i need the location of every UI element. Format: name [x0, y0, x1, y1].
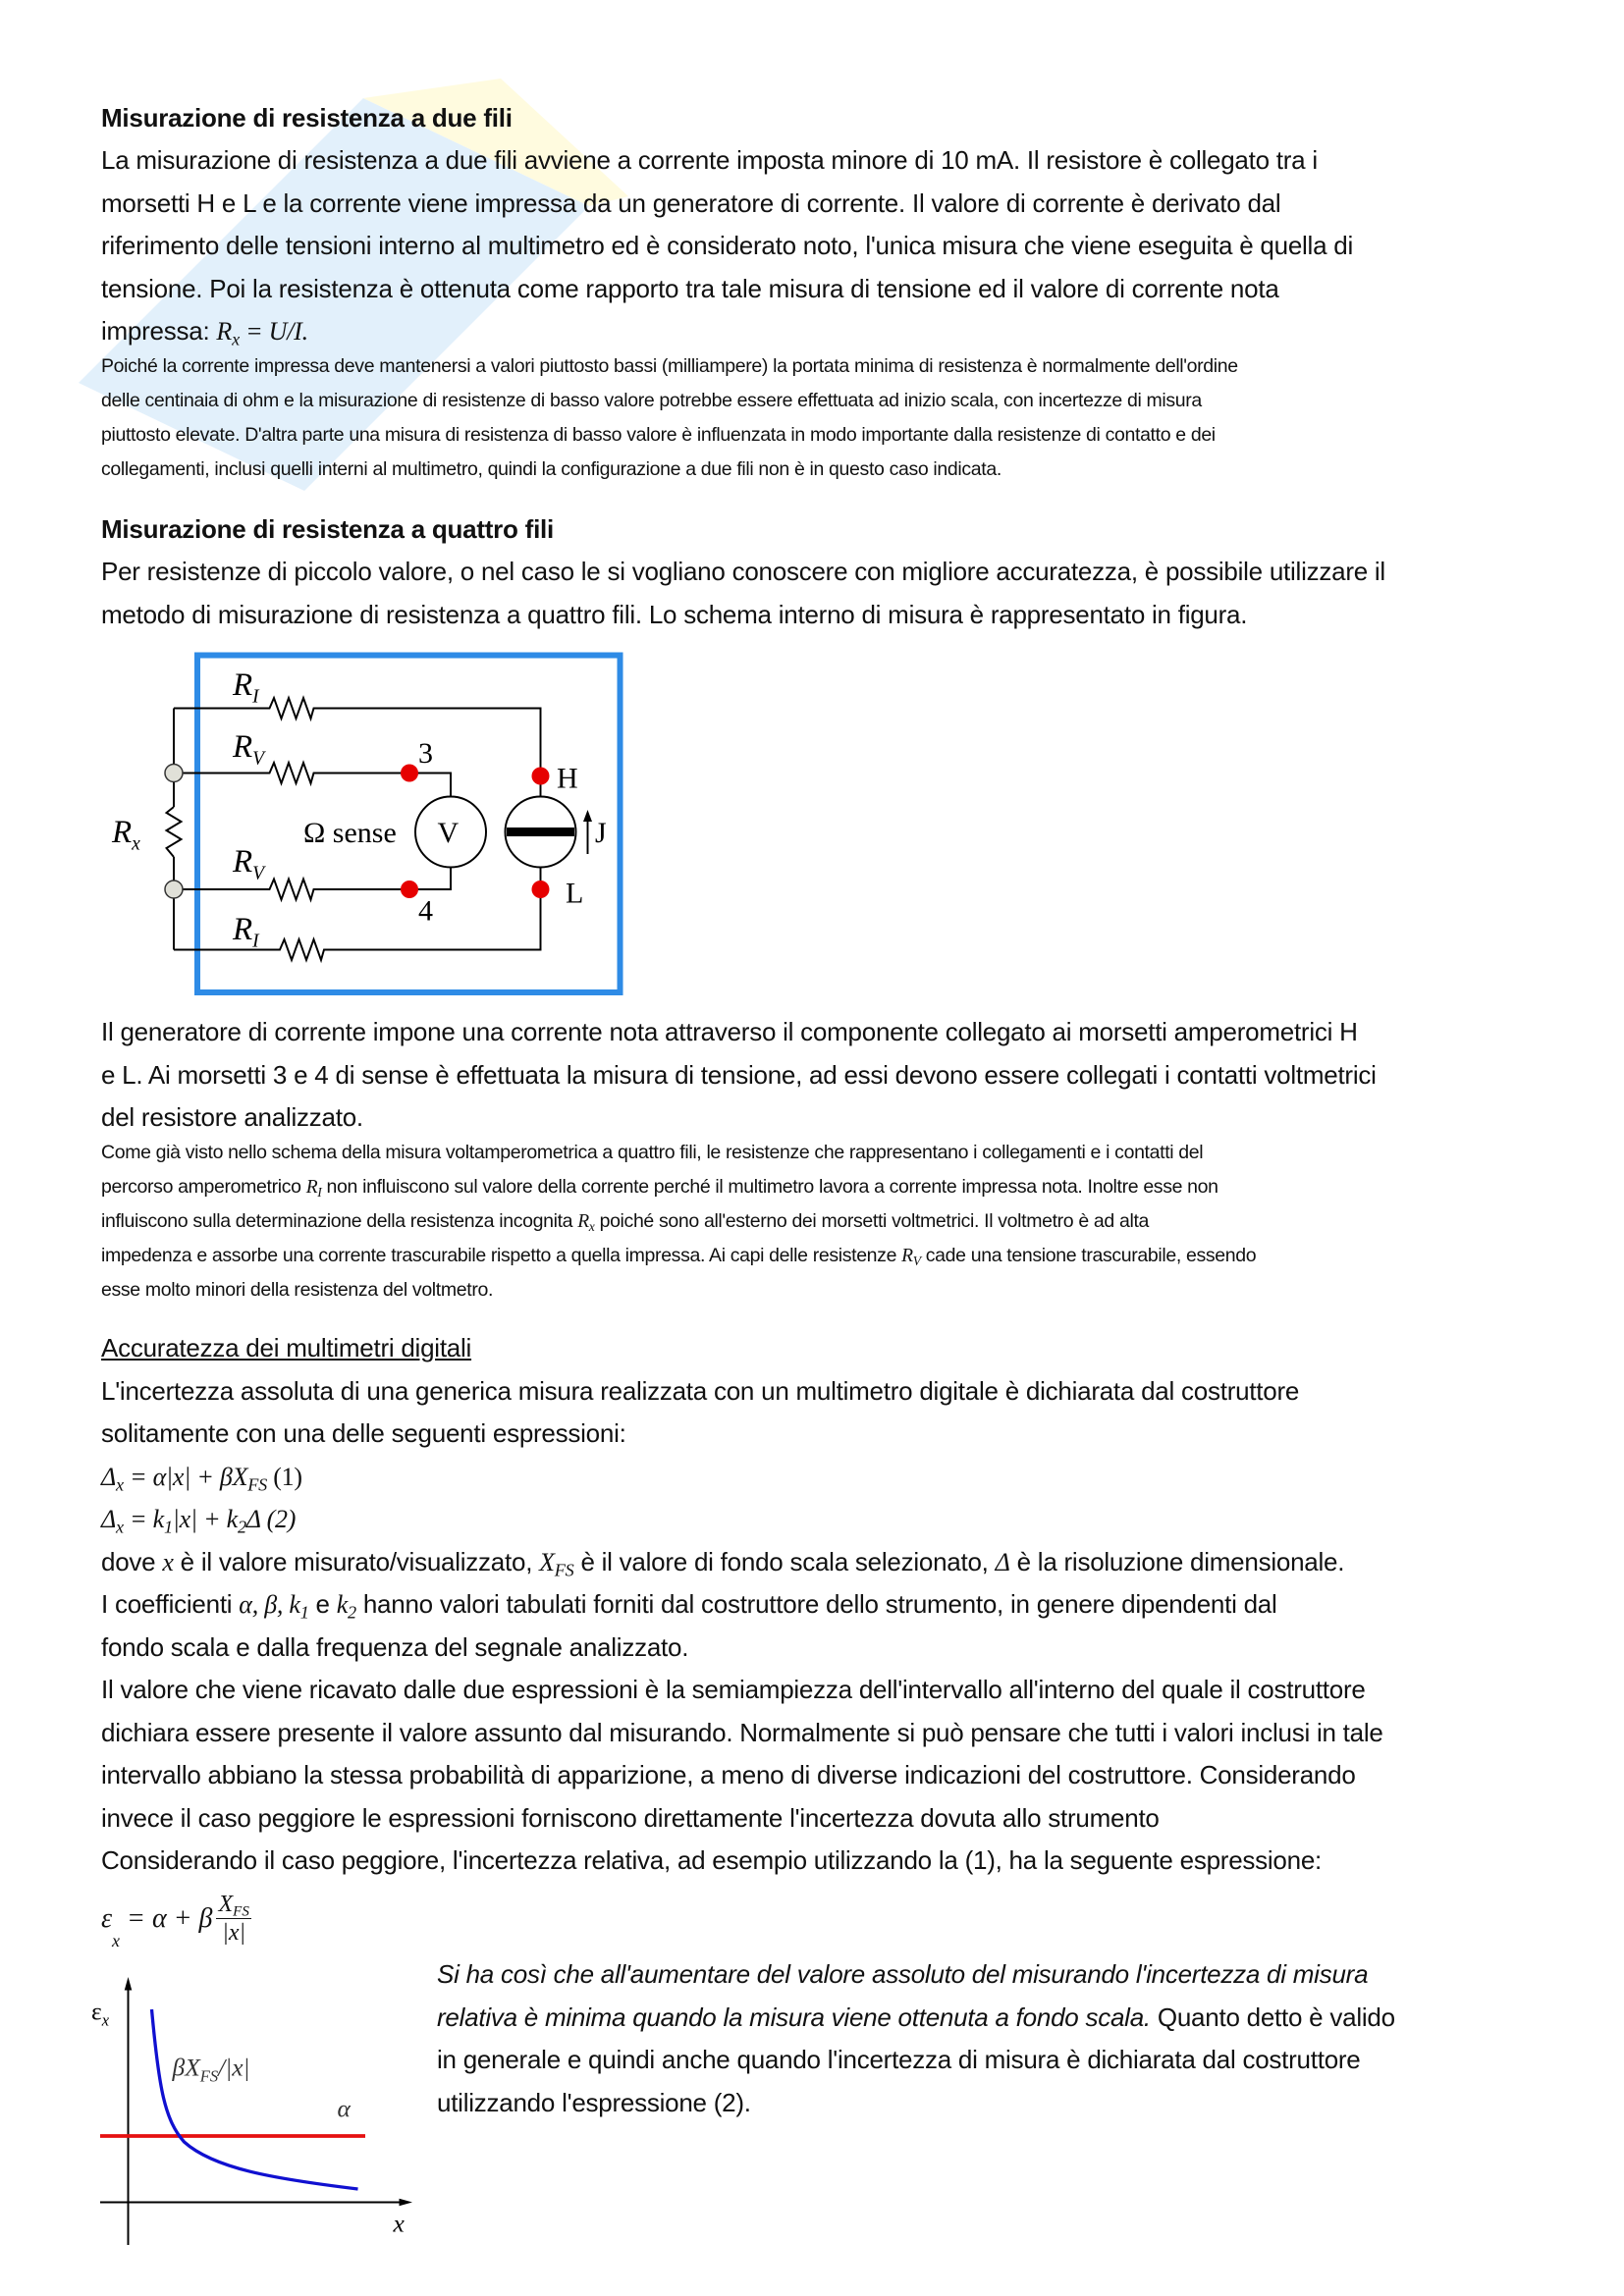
note-line: [101, 1239, 1554, 1273]
paragraph-line: Considerando il caso peggiore, l'incertezza relativa, ad esempio utilizzando la (1), ha la seguente espressione:: [101, 1845, 1323, 1875]
label-terminal-3: 3: [418, 737, 433, 770]
math: = U/I.: [239, 317, 308, 346]
note-line: [101, 1170, 1554, 1204]
math: R: [577, 1210, 589, 1232]
curve-label: $\beta X_{FS}/|x|$: [172, 2053, 250, 2086]
paragraph-line: e L. Ai morsetti 3 e 4 di sense è effettuata la misura di tensione, ad essi devono essere collegati i contatti voltmetrici: [101, 1059, 1377, 1090]
math: k: [336, 1590, 348, 1619]
section-accuracy: [101, 1327, 1554, 1883]
terminal-l-dot: [532, 881, 550, 898]
paragraph-line: dichiara essere presente il valore assunto dal misurando. Normalmente si può pensare che tutti i valori inclusi in tale: [101, 1717, 1383, 1747]
label-terminal-h: H: [557, 762, 578, 795]
label-rx: $R_x$: [112, 815, 140, 855]
graph-explanation: [437, 1953, 1566, 2124]
paragraph-line: [101, 1583, 1554, 1627]
math: |x| + k: [172, 1505, 238, 1533]
text: hanno valori tabulati forniti dal costruttore dello strumento, in genere dipendenti dal: [355, 1589, 1277, 1619]
math: = k: [123, 1505, 164, 1533]
paragraph-line: [101, 1541, 1554, 1584]
text: non influiscono sul valore della corrente perché il multimetro lavora a corrente impressa nota. Inoltre esse non: [321, 1175, 1218, 1198]
section-four-wire: [101, 508, 1554, 636]
note-line: esse molto minori della resistenza del voltmetro.: [101, 1278, 494, 1301]
label-terminal-4: 4: [418, 894, 433, 928]
label-rv-top: $R_V$: [233, 729, 265, 770]
math: X: [539, 1547, 555, 1576]
equation-2: [101, 1498, 1554, 1541]
x-axis-arrow-icon: [400, 2199, 413, 2207]
text: cade una tensione trascurabile, essendo: [920, 1244, 1257, 1266]
math-sub: 2: [237, 1517, 246, 1537]
text: percorso amperometrico: [101, 1175, 306, 1198]
terminal-3-dot: [401, 765, 418, 782]
text: impressa:: [101, 316, 217, 346]
paragraph-line: intervallo abbiano la stessa probabilità di apparizione, a meno di diverse indicazioni del costruttore. Considerando: [101, 1760, 1356, 1789]
text: dove: [101, 1546, 163, 1576]
math-rx: [577, 1211, 594, 1232]
math: Δ: [101, 1505, 117, 1533]
beta-curve: [152, 2009, 358, 2189]
math: Δ: [101, 1462, 117, 1491]
text: relativa è minima quando la misura viene ottenuta a fondo scala.: [437, 2002, 1151, 2032]
text: è il valore di fondo scala selezionato,: [573, 1546, 996, 1576]
paragraph-line: L'incertezza assoluta di una generica misura realizzata con un multimetro digitale è dichiarata dal costruttore: [101, 1375, 1300, 1406]
paragraph-line: Il valore che viene ricavato dalle due espressioni è la semiampiezza dell'intervallo all'interno del quale il costruttore: [101, 1675, 1366, 1704]
label-current-j: J: [595, 817, 607, 849]
math-sub: x: [232, 329, 240, 349]
label-voltmeter: V: [437, 817, 460, 849]
math: Δ (2): [245, 1505, 297, 1533]
math-sub: V: [912, 1253, 921, 1268]
paragraph-line: invece il caso peggiore le espressioni forniscono direttamente l'incertezza dovuta allo strumento: [101, 1802, 1160, 1833]
paragraph-line: Il generatore di corrente impone una corrente nota attraverso il componente collegato ai morsetti amperometrici H: [101, 1017, 1358, 1046]
label-terminal-l: L: [566, 877, 584, 910]
text: poiché sono all'esterno dei morsetti voltmetrici. Il voltmetro è ad alta: [594, 1209, 1150, 1232]
math: R: [305, 1176, 318, 1198]
paragraph-line: La misurazione di resistenza a due fili avviene a corrente imposta minore di 10 mA. Il resistore è collegato tra i: [101, 145, 1318, 175]
terminal-4-dot: [401, 881, 418, 898]
math-sub: x: [116, 1473, 124, 1494]
text: influiscono sulla determinazione della resistenza incognita: [101, 1209, 578, 1232]
label-rv-bottom: $R_V$: [233, 844, 265, 884]
paragraph-line: solitamente con una delle seguenti espressioni:: [101, 1418, 626, 1448]
math-sub: FS: [233, 1903, 249, 1920]
x-axis-label: x: [393, 2209, 405, 2238]
denominator: |x|: [222, 1920, 246, 1946]
numerator: [216, 1891, 250, 1919]
math-sub: 1: [163, 1517, 173, 1537]
ri-bottom-resistor: [174, 895, 541, 960]
note-line: delle centinaia di ohm e la misurazione di resistenze di basso valore potrebbe essere effettuata ad inizio scala, con incertezze di misura: [101, 389, 1202, 411]
y-axis-label: $\varepsilon_x$: [91, 1997, 110, 2030]
math: α, β, k: [239, 1590, 300, 1619]
note-line: collegamenti, inclusi quelli interni al multimetro, quindi la configurazione a due fili non è in questo caso indicata.: [101, 457, 1001, 480]
fraction: [216, 1891, 250, 1947]
label-sense: Ω sense: [303, 817, 397, 849]
section-four-wire-explanation: [101, 1011, 1554, 1308]
current-arrow-icon: [583, 810, 592, 822]
paragraph-line: [437, 1997, 1566, 2040]
text: è la risoluzione dimensionale.: [1009, 1546, 1345, 1576]
text: e: [308, 1589, 337, 1619]
text: impedenza e assorbe una corrente trascurabile rispetto a quella impressa. Ai capi delle resistenze: [101, 1244, 902, 1266]
formula-rx: [216, 317, 308, 349]
paragraph-line: riferimento delle tensioni interno al multimetro ed è considerato noto, l'unica misura che viene eseguita è quella di: [101, 231, 1354, 260]
math: X: [218, 1892, 234, 1917]
note-line: [101, 1204, 1554, 1239]
math-sub: 2: [348, 1602, 356, 1623]
ri-top-resistor: [174, 698, 541, 769]
paragraph-line: Per resistenze di piccolo valore, o nel caso le si vogliano conoscere con migliore accuratezza, è possibile utilizzare il: [101, 557, 1385, 586]
terminal-h-dot: [532, 768, 550, 785]
math: = α|x| + βX: [123, 1462, 248, 1491]
text: Quanto detto è valido: [1150, 2002, 1395, 2032]
four-wire-circuit-diagram: [103, 648, 633, 1001]
rx-resistor: [167, 807, 182, 857]
math-k2: [336, 1590, 356, 1623]
text: è il valore misurato/visualizzato,: [173, 1546, 540, 1576]
y-axis-arrow-icon: [125, 1977, 133, 1991]
heading-accuracy: Accuratezza dei multimetri digitali: [101, 1333, 472, 1362]
math: R: [901, 1245, 913, 1266]
math-sub: 1: [299, 1602, 309, 1623]
math: R: [216, 317, 233, 346]
math: Δ: [995, 1547, 1010, 1576]
multimeter-box: [197, 656, 621, 993]
label-ri-bottom: $R_I$: [233, 912, 259, 952]
heading-two-wire: Misurazione di resistenza a due fili: [101, 103, 513, 133]
math-ri: [306, 1177, 322, 1198]
paragraph-line: in generale e quindi anche quando l'incertezza di misura è dichiarata dal costruttore: [437, 2045, 1361, 2074]
paragraph-line: [101, 310, 1554, 353]
heading-four-wire: Misurazione di resistenza a quattro fili: [101, 514, 554, 544]
math-sub: FS: [247, 1473, 267, 1494]
text: I coefficienti: [101, 1589, 240, 1619]
equation-relative-uncertainty: ε x = α + β $X_{FS}$ |x|: [101, 1892, 249, 1950]
math-coeffs: [239, 1590, 309, 1623]
math-sub: x: [116, 1517, 124, 1537]
paragraph-line: metodo di misurazione di resistenza a quattro fili. Lo schema interno di misura è rappresentato in figura.: [101, 599, 1248, 629]
current-source-bar: [507, 828, 574, 836]
paragraph-line: Si ha così che all'aumentare del valore assoluto del misurando l'incertezza di misura: [437, 1959, 1369, 1989]
relative-uncertainty-graph: [88, 1965, 427, 2260]
math: (1): [266, 1462, 302, 1491]
note-line: piuttosto elevate. D'altra parte una misura di resistenza di basso valore è influenzata in modo importante dalla resistenze di contatto e dei: [101, 423, 1216, 446]
section-two-wire: [101, 97, 1554, 487]
paragraph-line: utilizzando l'espressione (2).: [437, 2087, 751, 2117]
paragraph-line: morsetti H e L e la corrente viene impressa da un generatore di corrente. Il valore di corrente è derivato dal: [101, 187, 1281, 218]
note-line: Come già visto nello schema della misura voltamperometrica a quattro fili, le resistenze che rappresentano i collegamenti e i contatti del: [101, 1141, 1204, 1163]
math-rv: [901, 1246, 921, 1266]
math-xfs: [539, 1547, 574, 1579]
paragraph-line: fondo scala e dalla frequenza del segnale analizzato.: [101, 1631, 689, 1662]
paragraph-line: tensione. Poi la resistenza è ottenuta come rapporto tra tale misura di tensione ed il valore di corrente nota: [101, 273, 1279, 303]
math: ε: [101, 1902, 113, 1934]
math: x: [162, 1547, 174, 1576]
equation-1: [101, 1456, 1554, 1499]
paragraph-line: del resistore analizzato.: [101, 1102, 363, 1132]
math-sub: x: [588, 1218, 595, 1234]
label-ri-top: $R_I$: [233, 667, 259, 708]
note-line: Poiché la corrente impressa deve mantenersi a valori piuttosto bassi (milliampere) la portata minima di resistenza è normalmente dell'ordine: [101, 354, 1238, 377]
alpha-label: α: [337, 2094, 351, 2123]
math: = α + β: [120, 1902, 213, 1934]
math-sub: I: [317, 1184, 322, 1200]
terminal-rx-top: [165, 765, 183, 782]
terminal-rx-bottom: [165, 881, 183, 898]
math-sub: FS: [554, 1559, 574, 1579]
